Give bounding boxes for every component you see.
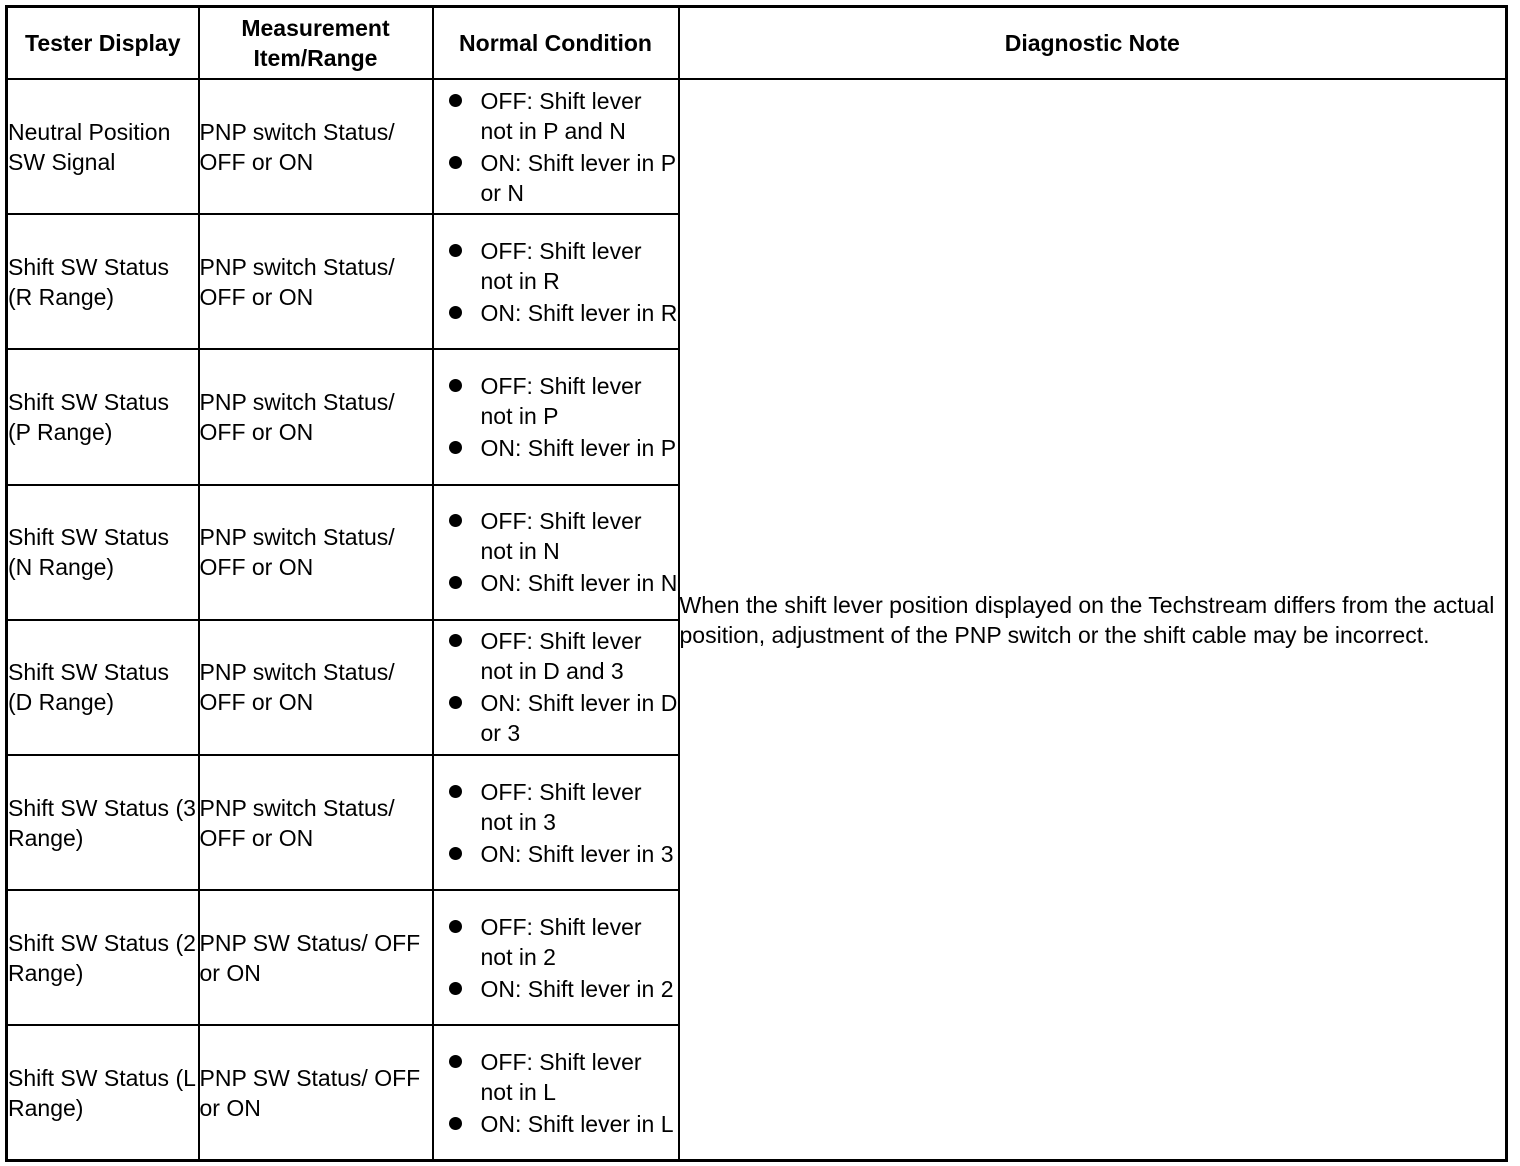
condition-list	[434, 236, 678, 328]
diagnostic-table	[5, 5, 1508, 1162]
header-tester-display: Tester Display	[7, 7, 199, 80]
bullet-icon	[449, 244, 462, 257]
bullet-icon	[449, 696, 462, 709]
condition-list	[434, 86, 678, 208]
condition-list	[434, 626, 678, 748]
condition-on-text: ON: Shift lever in L	[480, 1110, 674, 1137]
condition-on-text: ON: Shift lever in P	[480, 434, 677, 461]
condition-off-item	[434, 912, 678, 972]
tester-display-cell: Shift SW Status (D Range)	[7, 620, 199, 755]
condition-on-item	[434, 298, 678, 328]
bullet-icon	[449, 379, 462, 392]
condition-off-item	[434, 506, 678, 566]
bullet-icon	[449, 847, 462, 860]
condition-on-item	[434, 148, 678, 208]
bullet-icon	[449, 156, 462, 169]
header-row	[7, 7, 1507, 80]
condition-list	[434, 371, 678, 463]
normal-condition-cell	[433, 1025, 679, 1160]
condition-off-text: OFF: Shift lever not in D and 3	[480, 628, 642, 685]
header-diagnostic-note: Diagnostic Note	[679, 7, 1507, 80]
condition-list	[434, 777, 678, 869]
tester-display-cell: Shift SW Status (N Range)	[7, 485, 199, 620]
bullet-icon	[449, 94, 462, 107]
condition-on-item	[434, 1109, 678, 1139]
condition-on-item	[434, 688, 678, 748]
bullet-icon	[449, 441, 462, 454]
measurement-cell: PNP SW Status/ OFF or ON	[199, 1025, 433, 1160]
condition-on-text: ON: Shift lever in N	[480, 570, 678, 597]
condition-off-text: OFF: Shift lever not in R	[480, 237, 642, 294]
measurement-cell: PNP switch Status/ OFF or ON	[199, 620, 433, 755]
bullet-icon	[449, 1055, 462, 1068]
condition-on-text: ON: Shift lever in R	[480, 299, 678, 326]
header-measurement: Measurement Item/Range	[199, 7, 433, 80]
condition-off-item	[434, 236, 678, 296]
condition-off-item	[434, 1047, 678, 1107]
measurement-cell: PNP switch Status/ OFF or ON	[199, 79, 433, 214]
condition-on-item	[434, 568, 678, 598]
bullet-icon	[449, 514, 462, 527]
bullet-icon	[449, 982, 462, 995]
tester-display-cell: Shift SW Status (3 Range)	[7, 755, 199, 890]
tester-display-cell: Neutral Position SW Signal	[7, 79, 199, 214]
condition-off-text: OFF: Shift lever not in P and N	[480, 87, 642, 144]
bullet-icon	[449, 920, 462, 933]
header-normal-condition: Normal Condition	[433, 7, 679, 80]
bullet-icon	[449, 306, 462, 319]
bullet-icon	[449, 785, 462, 798]
condition-off-text: OFF: Shift lever not in 3	[480, 778, 642, 835]
tester-display-cell: Shift SW Status (R Range)	[7, 214, 199, 349]
condition-on-item	[434, 974, 678, 1004]
condition-off-text: OFF: Shift lever not in N	[480, 508, 642, 565]
condition-off-text: OFF: Shift lever not in L	[480, 1048, 642, 1105]
condition-on-text: ON: Shift lever in 2	[480, 975, 674, 1002]
measurement-cell: PNP SW Status/ OFF or ON	[199, 890, 433, 1025]
normal-condition-cell	[433, 485, 679, 620]
condition-off-item	[434, 371, 678, 431]
condition-on-item	[434, 839, 678, 869]
measurement-cell: PNP switch Status/ OFF or ON	[199, 485, 433, 620]
measurement-cell: PNP switch Status/ OFF or ON	[199, 214, 433, 349]
condition-on-text: ON: Shift lever in D or 3	[480, 690, 678, 747]
bullet-icon	[449, 634, 462, 647]
measurement-cell: PNP switch Status/ OFF or ON	[199, 755, 433, 890]
normal-condition-cell	[433, 349, 679, 484]
bullet-icon	[449, 576, 462, 589]
table-body	[7, 79, 1507, 1161]
condition-off-item	[434, 777, 678, 837]
condition-list	[434, 506, 678, 598]
table-row	[7, 79, 1507, 214]
condition-list	[434, 912, 678, 1004]
diagnostic-note-cell: When the shift lever position displayed on the Techstream differs from the actual position, adjustment of the PNP switch or the shift cable may be incorrect.	[679, 79, 1507, 1161]
condition-on-item	[434, 433, 678, 463]
condition-on-text: ON: Shift lever in 3	[480, 840, 674, 867]
condition-off-item	[434, 626, 678, 686]
measurement-cell: PNP switch Status/ OFF or ON	[199, 349, 433, 484]
condition-off-text: OFF: Shift lever not in 2	[480, 913, 642, 970]
normal-condition-cell	[433, 214, 679, 349]
normal-condition-cell	[433, 620, 679, 755]
condition-off-text: OFF: Shift lever not in P	[480, 372, 642, 429]
normal-condition-cell	[433, 890, 679, 1025]
tester-display-cell: Shift SW Status (L Range)	[7, 1025, 199, 1160]
normal-condition-cell	[433, 79, 679, 214]
condition-off-item	[434, 86, 678, 146]
condition-on-text: ON: Shift lever in P or N	[480, 149, 676, 206]
normal-condition-cell	[433, 755, 679, 890]
tester-display-cell: Shift SW Status (P Range)	[7, 349, 199, 484]
bullet-icon	[449, 1117, 462, 1130]
tester-display-cell: Shift SW Status (2 Range)	[7, 890, 199, 1025]
condition-list	[434, 1047, 678, 1139]
